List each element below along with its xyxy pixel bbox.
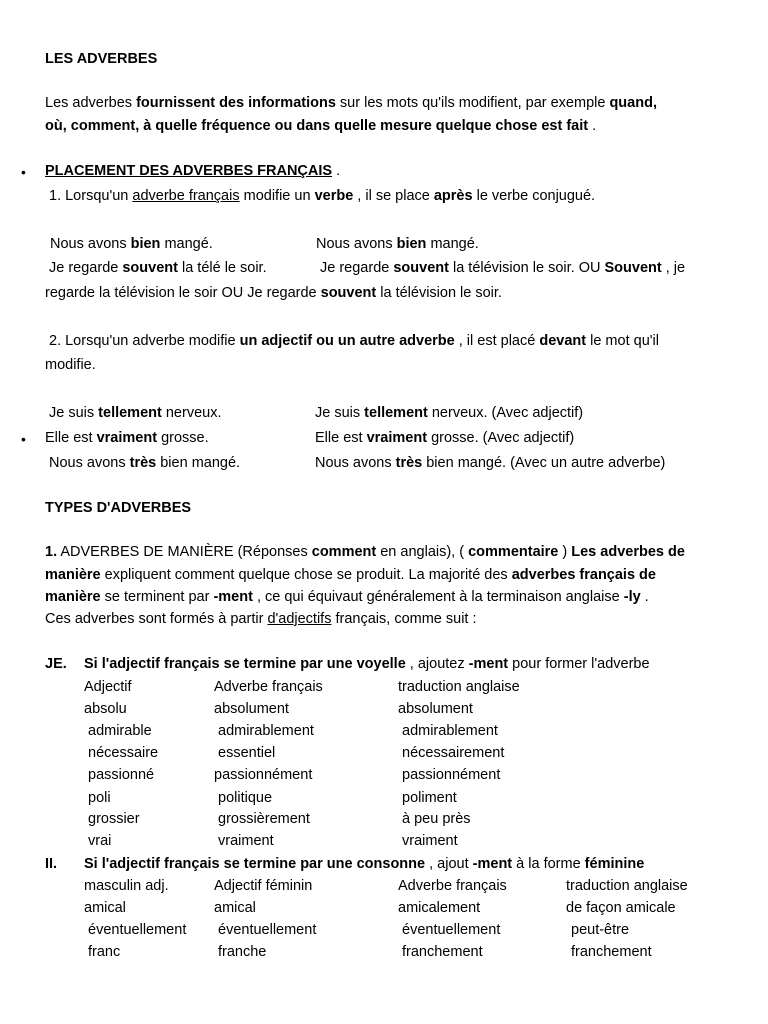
text: ) (558, 544, 572, 560)
table-header: Adjectif féminin (214, 878, 313, 894)
text: ADVERBES DE MANIÈRE (Réponses (57, 544, 312, 560)
bold-text: féminine (584, 856, 645, 872)
table-cell: passionnément (214, 767, 313, 783)
example-1-right (316, 235, 479, 253)
intro-line-2 (45, 117, 596, 135)
example-3-right (315, 404, 583, 422)
bold-text: verbe (314, 188, 354, 204)
text: 2. Lorsqu'un adverbe modifie (49, 333, 240, 349)
section-1-rule (84, 655, 650, 673)
section-1-marker: JE. (45, 656, 67, 672)
bold-text: souvent (320, 285, 377, 301)
bold-text: quand, (609, 95, 657, 111)
text: français, comme suit : (331, 611, 477, 627)
table-cell: nécessairement (402, 745, 505, 761)
bold-text: -ly (623, 589, 641, 605)
bold-text: devant (539, 333, 587, 349)
table-cell: absolument (398, 701, 473, 717)
bullet-icon: • (21, 164, 26, 180)
table-header: Adverbe français (398, 878, 507, 894)
text: . (588, 118, 597, 134)
table-cell: franchement (402, 944, 483, 960)
table-cell: passionnément (402, 767, 501, 783)
text: grosse. (157, 430, 209, 446)
table-cell: admirable (88, 723, 152, 739)
bold-text: vraiment (366, 430, 428, 446)
table-cell: grossier (88, 811, 140, 827)
bold-text: manière (45, 567, 101, 583)
table-header: masculin adj. (84, 878, 169, 894)
table-cell: franche (218, 944, 267, 960)
text: regarde la télévision le soir OU Je regarde (45, 285, 321, 301)
text: . (332, 163, 341, 179)
table-cell: absolument (214, 701, 289, 717)
table-cell: vrai (88, 833, 112, 849)
example-2-left (49, 259, 267, 277)
section-2-marker: II. (45, 856, 58, 872)
text: , il se place (353, 188, 434, 204)
underlined-text: d'adjectifs (267, 611, 332, 627)
text: en anglais), ( (376, 544, 469, 560)
table-cell: admirablement (218, 723, 314, 739)
example-5-left (49, 454, 240, 472)
text: Nous avons (315, 455, 396, 471)
table-cell: absolu (84, 701, 127, 717)
table-cell: passionné (88, 767, 155, 783)
placement-rule-2 (49, 332, 659, 350)
text: expliquent comment quelque chose se produit. La majorité des (100, 567, 512, 583)
text: nerveux. (Avec adjectif) (427, 405, 584, 421)
bold-text: Souvent (604, 260, 662, 276)
table-cell: poli (88, 790, 111, 806)
bold-text: adverbes français de (511, 567, 656, 583)
text: , ajout (425, 856, 473, 872)
types-line-4 (45, 610, 477, 628)
placement-heading (45, 162, 340, 180)
table-cell: vraiment (402, 833, 458, 849)
bold-text: souvent (122, 260, 178, 276)
bold-text: 1. (45, 544, 58, 560)
text: modifie un (239, 188, 315, 204)
text: Nous avons (316, 236, 397, 252)
text: la télé le soir. (177, 260, 267, 276)
text: Nous avons (50, 236, 131, 252)
bold-text: un adjectif ou un autre adverbe (239, 333, 455, 349)
text: mangé. (426, 236, 479, 252)
text: , ce qui équivaut généralement à la terminaison anglaise (252, 589, 624, 605)
bold-underlined-text: PLACEMENT DES ADVERBES FRANÇAIS (45, 163, 333, 179)
table-cell: éventuellement (218, 922, 317, 938)
types-heading: TYPES D'ADVERBES (45, 500, 192, 516)
placement-rule-2-cont: modifie. (45, 357, 96, 373)
text: , il est placé (454, 333, 540, 349)
table-cell: nécessaire (88, 745, 159, 761)
bold-text: -ment (472, 856, 513, 872)
text: . (640, 589, 649, 605)
types-line-2 (45, 566, 656, 584)
section-2-rule (84, 855, 644, 873)
bold-text: bien (130, 236, 161, 252)
bold-text: tellement (364, 405, 428, 421)
bold-text: Si l'adjectif français se termine par une consonne (84, 856, 426, 872)
example-4-left (45, 429, 209, 447)
text: le verbe conjugué. (472, 188, 596, 204)
table-header: Adverbe français (214, 679, 323, 695)
table-cell: essentiel (218, 745, 276, 761)
bold-text: manière (45, 589, 101, 605)
example-4-right (315, 429, 574, 447)
bold-text: Si l'adjectif français se termine par une voyelle (84, 656, 406, 672)
table-cell: vraiment (218, 833, 274, 849)
table-cell: amicalement (398, 900, 481, 916)
text: Je suis (315, 405, 365, 421)
table-cell: de façon amicale (566, 900, 676, 916)
text: la télévision le soir. OU (448, 260, 605, 276)
bold-text: bien (396, 236, 427, 252)
table-cell: éventuellement (402, 922, 501, 938)
bold-text: où, comment, à quelle fréquence ou dans quelle mesure quelque chose est fait (45, 118, 589, 134)
example-5-right (315, 454, 665, 472)
text: Je suis (49, 405, 99, 421)
bold-text: fournissent des informations (136, 95, 336, 111)
table-cell: amical (84, 900, 126, 916)
bold-text: très (129, 455, 157, 471)
types-line-3 (45, 588, 649, 606)
table-cell: poliment (402, 790, 457, 806)
bold-text: -ment (468, 656, 509, 672)
text: à la forme (512, 856, 585, 872)
table-header: traduction anglaise (566, 878, 688, 894)
text: mangé. (160, 236, 213, 252)
table-cell: éventuellement (88, 922, 187, 938)
text: se terminent par (100, 589, 214, 605)
text: Je regarde (49, 260, 123, 276)
table-header: traduction anglaise (398, 679, 520, 695)
table-cell: grossièrement (218, 811, 310, 827)
intro-line-1 (45, 94, 657, 112)
text: Nous avons (49, 455, 130, 471)
table-cell: amical (214, 900, 256, 916)
table-cell: peut-être (571, 922, 630, 938)
table-header: Adjectif (84, 679, 132, 695)
bold-text: -ment (213, 589, 253, 605)
page-title: LES ADVERBES (45, 51, 158, 67)
bold-text: comment (311, 544, 377, 560)
table-cell: à peu près (402, 811, 471, 827)
table-cell: franchement (571, 944, 652, 960)
text: grosse. (Avec adjectif) (427, 430, 575, 446)
placement-rule-1 (49, 187, 595, 205)
bold-text: tellement (98, 405, 162, 421)
text: la télévision le soir. (376, 285, 502, 301)
types-line-1 (45, 543, 685, 561)
table-cell: politique (218, 790, 273, 806)
example-2-continuation (45, 284, 502, 302)
text: Elle est (315, 430, 367, 446)
text: le mot qu'il (586, 333, 659, 349)
text: , je (661, 260, 686, 276)
bold-text: Les adverbes de (571, 544, 685, 560)
text: Les adverbes (45, 95, 137, 111)
bold-text: souvent (393, 260, 449, 276)
example-1-left (50, 235, 213, 253)
bold-text: vraiment (96, 430, 158, 446)
bold-text: commentaire (468, 544, 559, 560)
bullet-icon: • (21, 431, 26, 447)
text: Je regarde (320, 260, 394, 276)
text: bien mangé. (156, 455, 241, 471)
text: 1. Lorsqu'un (49, 188, 133, 204)
text: Ces adverbes sont formés à partir (45, 611, 268, 627)
text: , ajoutez (405, 656, 469, 672)
bold-text: très (395, 455, 423, 471)
example-2-right (320, 259, 685, 277)
text: pour former l'adverbe (508, 656, 650, 672)
text: Elle est (45, 430, 97, 446)
bold-text: après (433, 188, 473, 204)
text: sur les mots qu'ils modifient, par exemple (335, 95, 610, 111)
underlined-text: adverbe français (132, 188, 240, 204)
text: bien mangé. (Avec un autre adverbe) (422, 455, 666, 471)
text: nerveux. (161, 405, 222, 421)
example-3-left (49, 404, 222, 422)
table-cell: franc (88, 944, 121, 960)
table-cell: admirablement (402, 723, 498, 739)
